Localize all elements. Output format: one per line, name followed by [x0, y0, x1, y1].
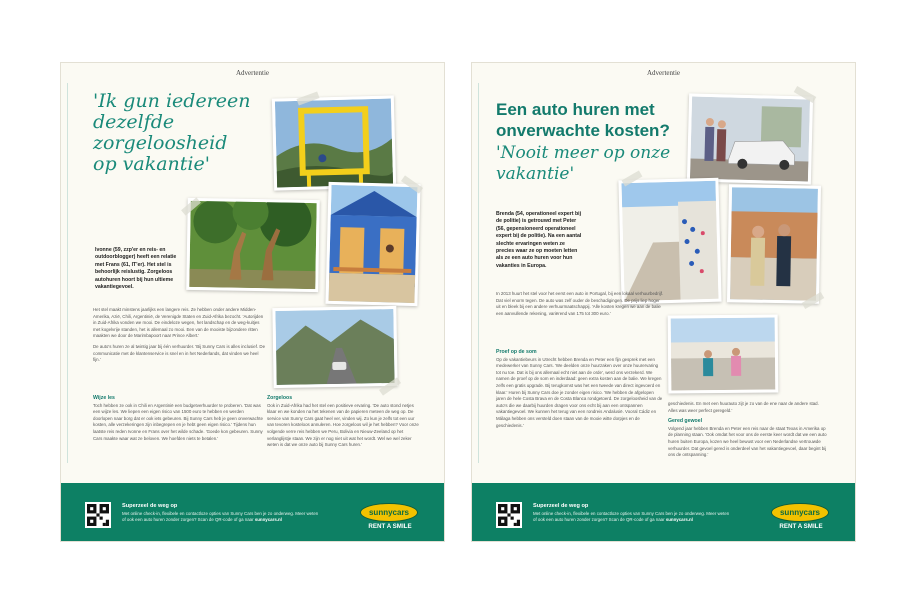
footer-banner — [472, 483, 855, 541]
photo-fountain — [668, 315, 779, 394]
text-column-right — [267, 391, 421, 449]
couple-plaza-image — [730, 187, 818, 300]
advertisement-label: Advertentie — [235, 69, 270, 77]
logo-tagline: RENT A SMILE — [779, 523, 823, 530]
text-column-left — [93, 391, 263, 442]
column-text: geschiedenis. En met een huurauto zijt je zo van de ene naar de andere stad. Alles was weer perfect geregeld.' — [668, 401, 819, 413]
yellow-frame-landscape-image — [275, 98, 393, 187]
advertisement-label: Advertentie — [646, 69, 681, 77]
headline — [93, 91, 251, 175]
column-text: Toch hebben ze ook in Chili en Argentinië een budgetverhuurder te proberen. 'Dat was een wijze les. We liepen een eigen risico van 1500 euro te hebben en werden doorlopen naar borg dat er ook iets gebeuren. Bij Sunny Cars heb je geen onverwachte kosten, alle verzekeringen zijn inbegrepen en je hebt geen eigen risico.' Tijdens hun laatste reis reden Ivonne en Frans over het wilde schade. 'Goede kon gebeuren. Sunny Cars maakte waar wat ze beloven. We hoefden niets te betalen.' — [93, 402, 263, 441]
intro-column — [496, 291, 664, 317]
footer-title: Superzeel de weg op — [533, 503, 589, 509]
advertisement-page-1 — [60, 62, 445, 542]
margin-line — [478, 83, 479, 463]
giraffes-image — [189, 201, 316, 289]
photo-yellow-frame — [272, 95, 396, 190]
photo-couple-car — [687, 93, 813, 184]
beach-hut-image — [328, 185, 417, 303]
photo-mountain-road — [272, 306, 397, 388]
headline-line: dezelfde — [93, 111, 175, 133]
footer-text: Met online check-in, flexibele en contactloze opties van Sunny Cars ben je zo onderweg. Meer weten of ook een auto huren zonder zorgen? Scan de QR-code of ga naar sunnycars.nl — [122, 511, 319, 523]
subheading: Proef op de som — [496, 349, 537, 355]
headline-line: vakantie' — [496, 164, 575, 184]
headline-question — [496, 99, 670, 141]
photo-village-street — [618, 178, 721, 305]
advertisement-page-2 — [471, 62, 856, 542]
footer-title: Superzeel de weg op — [122, 503, 178, 509]
column-text: Ook in Zuid-Afrika had het stel een positieve ervaring. 'De auto stond netjes klaar en we konden na het tekenen van de papieren meteen de weg op. De service van Sunny Cars gaat heel ver, vinden wij. Zo kun je zelfs tot een uur van tevoren kosteloos annuleren. Hoe zorgeloos wil je het hebben? Voor onze volgende verre reis hebben we Peru, Bolivia en Nieuw-Zeeland op het verlanglijstje staan. We zijn er nog niet uit wat het wordt. Wel we wel zeker weten is dat we onze auto bij Sunny Cars huren.' — [267, 402, 419, 448]
sunnycars-logo: sunnycars — [771, 503, 829, 522]
photo-couple-plaza — [727, 184, 821, 304]
subheading: Wijze les — [93, 395, 115, 401]
footer-text: Met online check-in, flexibele en contactloze opties van Sunny Cars ben je zo onderweg. Meer weten of ook een auto huren zonder zorgen? Scan de QR-code of ga naar sunnycars.nl — [533, 511, 730, 523]
intro-paragraph: In 2013 huurt het stel voor het eerst een auto in Portugal, bij een lokaal verhuurbedrijf. Dat viel enorm tegen. De auto was zelf ouder de beschadigingen. De prijs liep hoger uit en bleek bij een andere verhuurmaatschappij. 'Alle kosten kregen we aan de balie een aanvullende rekening, variërend van 175 tot 300 euro.' — [496, 291, 664, 316]
margin-line — [67, 83, 68, 463]
subheading: Gered gewoel — [668, 418, 703, 425]
qr-code[interactable] — [85, 502, 111, 528]
village-street-image — [621, 181, 718, 301]
intro-paragraph: Het stel maakt minstens jaarlijks een langere reis. Ze hebben onder andere Midden-Amerika, Azië, Chili, Argentinië, de Verenigde Staten en Zuid-Afrika bezocht. 'Autorijden in Zuid-Afrika vonden we mooi. De eindeloze wegen, het landschap en de weg-kuitjes met kogelvrije standen, het is allemaal zo mooi. Een van de mooiste bijzondere ritten maakten we door de Marimbapoort naar Prince Albert.' — [93, 307, 264, 339]
photo-beach-hut — [325, 182, 420, 306]
column-text: Volgend jaar hebben Brenda en Peter een reis naar de staat Texas in Amerika op de planning staan. 'Ook omdat het voor ons de eerste keer wordt dat we een auto huren buiten Europa, kozen we heel bewust voor een Nederlandse vertrouwde verhuurder. Dat gevoel gered is onderdeel van het vakantiegevoel, daar begint bij ons de ontspanning.' — [668, 425, 827, 458]
couple-car-image — [690, 96, 810, 181]
headline-line: 'Nooit meer op onze — [496, 143, 671, 163]
intro-column — [93, 307, 267, 364]
column-text: Op de vakantiebeurs in Utrecht hebben Brenda en Peter een fijn gesprek met een medewerker van Sunny Cars. 'We deelden onze huurzaken over onze huurervaring tot nu toe. Dat is bij ons allemaal echt niet aan de orde', werd ons verzekerd. We namen de proef op de som en inderdaad: geen extra kosten aan de balie. We kregen zelfs een gratis upgrade. Bij terugkomst was het een tweede van direct ingevoerd en klaar.' Huren bij Sunny Cars doe je zonder eigen risico. 'We hebben de afgelopen jaren de hele Costa Brava en de Costa Blanca rondgetoerd. De zorgeloosheid van de auto's die we daarbij huurden dragen voor ons echt bij aan een ontspannen vakantiegevoel. We kunnen het terug van een rondreis Andalusië. Vooral Cádiz en Málaga hebben ons versteld doen staan van de mooie witte dorpjes en de geschiedenis.' — [496, 356, 663, 428]
headline-line: Een auto huren met — [496, 100, 655, 119]
footer-banner — [61, 483, 444, 541]
qr-code-icon — [498, 504, 520, 526]
headline-line: 'Ik gun iedereen — [93, 90, 251, 112]
footer-url-link[interactable]: sunnycars.nl — [665, 517, 693, 523]
qr-code[interactable] — [496, 502, 522, 528]
lead-paragraph: Ivonne (59, zzp'er en reis- en outdoorblogger) heeft een relatie met Frans (61, IT'er). Het stel is behoorlijk reislustig. Zorgeloos autohuren hoort bij hun ultieme vakantiegevoel. — [95, 247, 177, 291]
logo-tagline: RENT A SMILE — [368, 523, 412, 530]
fountain-image — [671, 318, 776, 391]
headline-line: onverwachte kosten? — [496, 121, 670, 140]
footer-url-link[interactable]: sunnycars.nl — [254, 517, 282, 523]
text-column-left — [496, 345, 664, 429]
text-column-right — [668, 401, 828, 459]
qr-code-icon — [87, 504, 109, 526]
lead-paragraph: Brenda (54, operationeel expert bij de politie) is getrouwd met Peter (56, gepensioneerd operationeel expert bij de politie). Na een aantal slechte ervaringen weten ze precies waar ze op moeten letten als ze een auto huren voor hun vakanties in Europa. — [496, 211, 582, 269]
headline-line: zorgeloosheid — [93, 132, 228, 154]
intro-paragraph: De auto's huren ze al twintig jaar bij één verhuurder. 'Bij Sunny Cars is alles inclusief. De communicatie met de klantenservice is snel en in het Nederlands, dat vinden we heel fijn.' — [93, 343, 266, 363]
subheading: Zorgeloos — [267, 395, 293, 401]
photo-giraffes — [186, 198, 320, 292]
headline-line: op vakantie' — [93, 153, 210, 175]
mountain-road-image — [275, 309, 394, 385]
sunnycars-logo: sunnycars — [360, 503, 418, 522]
